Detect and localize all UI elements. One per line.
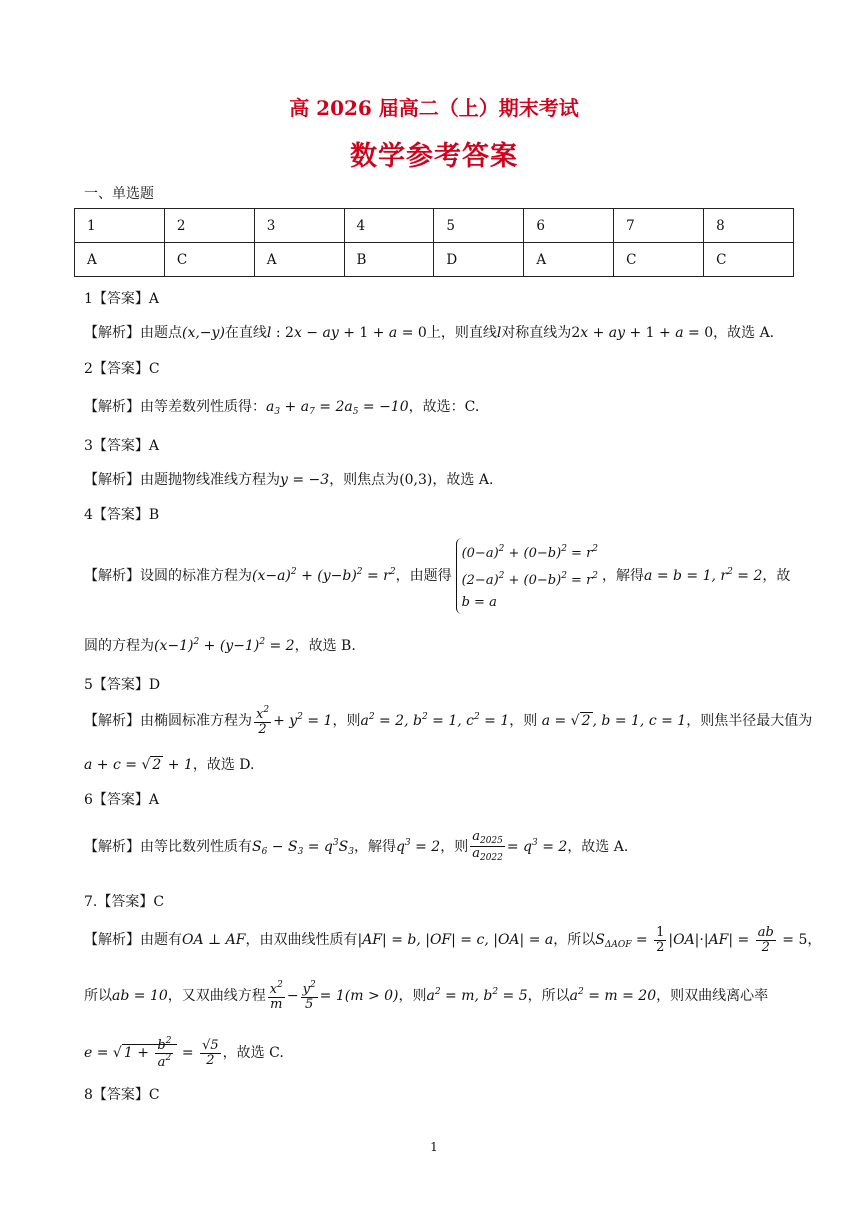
- section-label: 一、单选题: [84, 186, 154, 202]
- equation-system: $(0-a)^2 + (0-b)^2 = r^2$ $(2-a)^2 + (0-b)^2 = r^2$ b = a: [456, 538, 598, 614]
- formula: l: [266, 325, 272, 341]
- analysis-line-7: 【解析】由题有OA ⊥ AF，由双曲线性质有|AF| = b, |OF| = c, |OA| = a，所以$S_{\Delta AOF}$ = $\frac{1}{2}$ |OA|·|AF| = $\frac{ab}{2}$ = 5，: [84, 925, 822, 955]
- analysis-line-6: 【解析】由等比数列性质有$S_6 - S_3 = q^3S_3$，解得$q^3 = 2$，则 $\frac{a_{2025}}{a_{2022}}$ = $q^3 = 2$，故选 A.: [84, 829, 629, 864]
- table-cell: 3: [254, 209, 344, 243]
- answer-key-title: 数学参考答案: [350, 141, 518, 172]
- table-cell: 5: [434, 209, 524, 243]
- answer-line-7: 7.【答案】C: [84, 894, 165, 910]
- table-cell: C: [704, 243, 794, 277]
- answer-line-2: 2【答案】C: [84, 361, 160, 377]
- table-cell: B: [344, 243, 434, 277]
- formula: a + c = √ 2 + 1: [84, 757, 193, 773]
- exam-title: 高 2026 届高二（上）期末考试: [289, 96, 579, 120]
- answer-line-3: 3【答案】A: [84, 438, 160, 454]
- analysis-line-4b: 圆的方程为$(x-1)^2 + (y-1)^2 = 2$，故选 B.: [84, 637, 356, 654]
- answer-line-5: 5【答案】D: [84, 677, 161, 693]
- table-cell: A: [75, 243, 165, 277]
- analysis-line-3: 【解析】由题抛物线准线方程为y = −3，则焦点为(0,3)，故选 A.: [84, 472, 494, 488]
- formula: $(x-1)^2 + (y-1)^2 = 2$: [154, 637, 295, 654]
- answer-line-8: 8【答案】C: [84, 1087, 160, 1103]
- formula: $(x-a)^2 + (y-b)^2 = r^2$: [252, 567, 396, 584]
- table-cell: 1: [75, 209, 165, 243]
- analysis-line-5b: a + c = √ 2 + 1，故选 D.: [84, 757, 255, 773]
- answer-line-6: 6【答案】A: [84, 792, 160, 808]
- formula: e = √ 1 + $\frac{b^2}{a^2}$ = $\frac{√5}{2}$: [84, 1036, 219, 1070]
- answer-table: [74, 208, 794, 277]
- page-number: 1: [430, 1140, 438, 1154]
- table-cell: 7: [614, 209, 704, 243]
- table-cell: 4: [344, 209, 434, 243]
- formula: OA ⊥ AF: [182, 932, 246, 949]
- table-cell: 8: [704, 209, 794, 243]
- formula: y = −3: [280, 472, 330, 488]
- analysis-line-5: 【解析】由椭圆标准方程为 $\frac{x^2}{2}$ + $y^2 = 1$，则$a^2 = 2$, $b^2 = 1$, $c^2 = 1$，则 a = √ 2 , b = 1, c = 1，则焦半径最大值为: [84, 705, 813, 737]
- table-cell: D: [434, 243, 524, 277]
- formula: (x,−y): [182, 325, 225, 341]
- analysis-line-7c: e = √ 1 + $\frac{b^2}{a^2}$ = $\frac{√5}{2}$ ，故选 C.: [84, 1036, 284, 1070]
- formula: $a_3 + a_7 = 2a_5 = -10$: [266, 399, 409, 417]
- table-row-answers: [75, 243, 794, 277]
- table-cell: C: [614, 243, 704, 277]
- answer-line-1: 1【答案】A: [84, 291, 160, 307]
- analysis-line-4: 【解析】设圆的标准方程为$(x-a)^2 + (y-b)^2 = r^2$，由题得$(0-a)^2 + (0-b)^2 = r^2$ $(2-a)^2 + (0-b)^2 = r^2$ b = a，解得a = b = 1, $r^2 = 2$，故: [84, 538, 790, 614]
- analysis-line-7b: 所以ab = 10，又双曲线方程 $\frac{x^2}{m}$ − $\frac{y^2}{5}$ = 1(m > 0)，则$a^2 = m$, $b^2 = 5$，所以$a^2 = m = 20$，则双曲线离心率: [84, 980, 769, 1012]
- analysis-line-1: 【解析】由题点(x,−y)在直线l : 2x − ay + 1 + a = 0上，则直线l对称直线为2x + ay + 1 + a = 0，故选 A.: [84, 325, 775, 341]
- table-cell: A: [254, 243, 344, 277]
- table-cell: C: [164, 243, 254, 277]
- analysis-line-2: 【解析】由等差数列性质得：$a_3 + a_7 = 2a_5 = -10$，故选：C.: [84, 399, 480, 417]
- answer-line-4: 4【答案】B: [84, 507, 160, 523]
- table-row-numbers: [75, 209, 794, 243]
- table-cell: 2: [164, 209, 254, 243]
- formula: $S_6 - S_3 = q^3S_3$: [252, 837, 354, 857]
- table-cell: 6: [524, 209, 614, 243]
- table-cell: A: [524, 243, 614, 277]
